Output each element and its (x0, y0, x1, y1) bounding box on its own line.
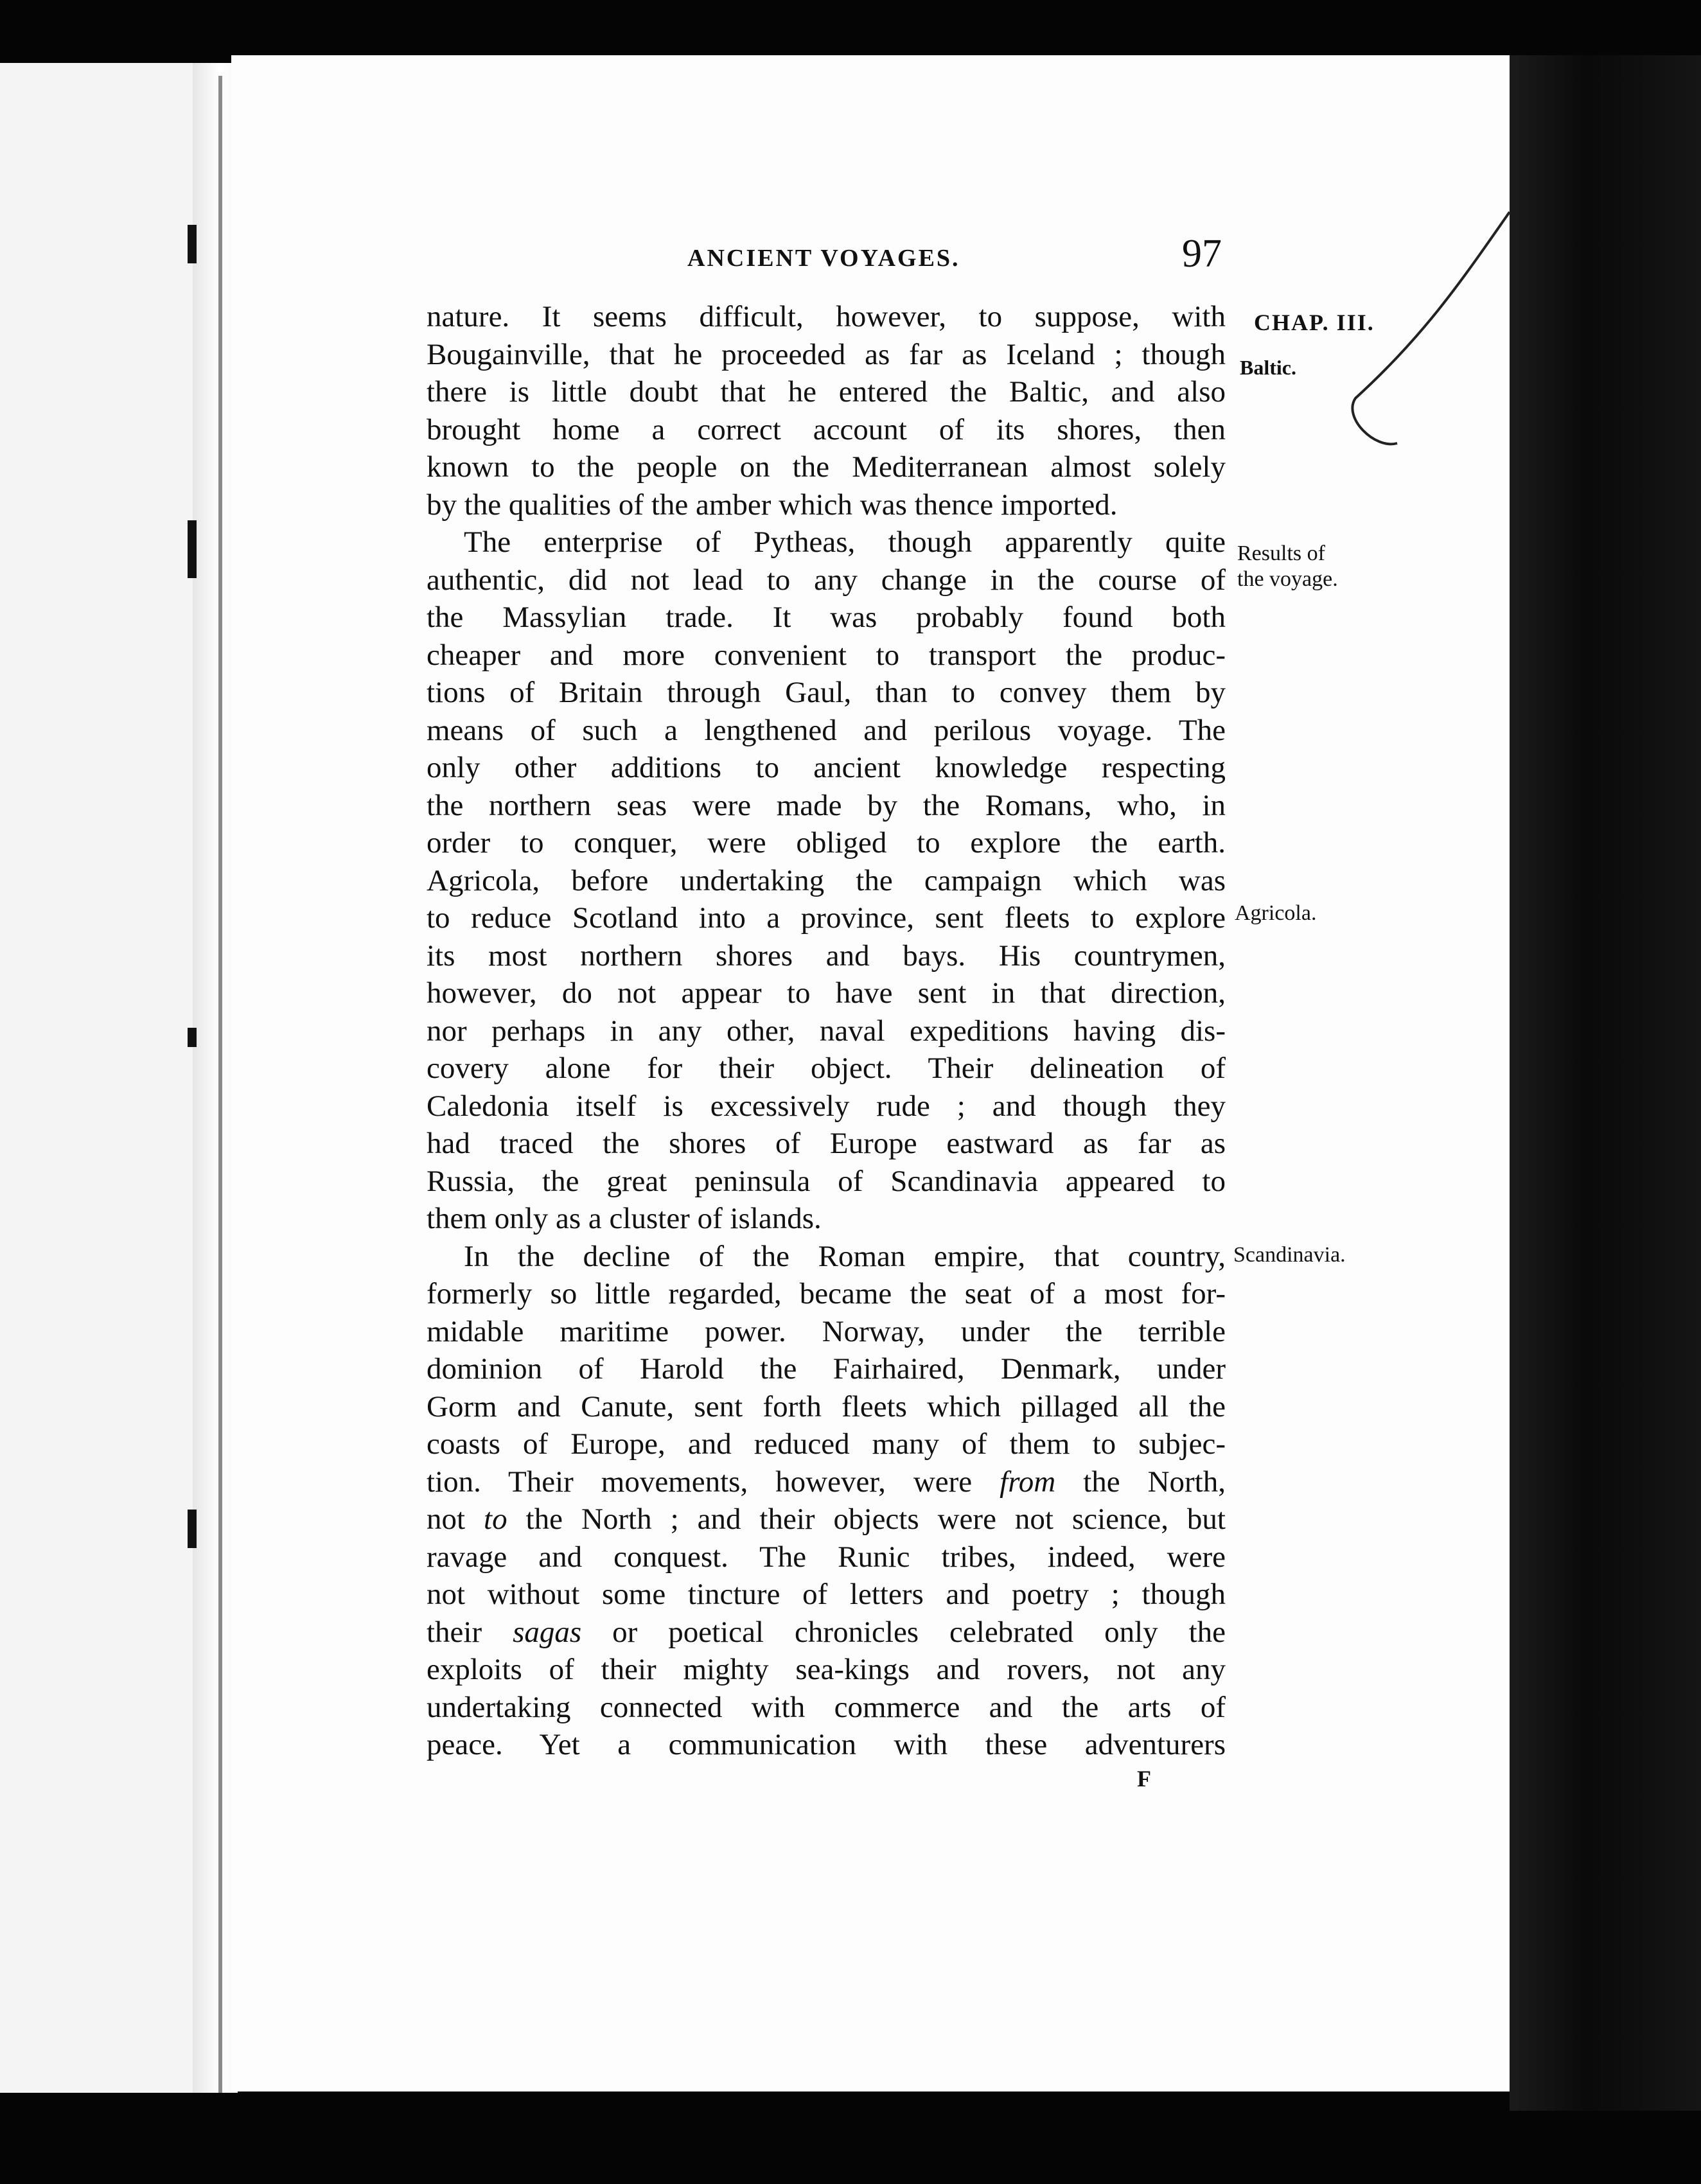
chapter-label: CHAP. III. (1254, 310, 1375, 335)
gutter-fold-line (218, 76, 222, 2093)
margin-note-results (1237, 541, 1366, 592)
text-line: Gorm and Canute, sent forth fleets which pillaged all the (427, 1389, 1226, 1423)
text-line: only other additions to ancient knowledge respecting (427, 751, 1226, 784)
text-line: order to conquer, were obliged to explore the earth. (427, 826, 1226, 859)
margin-note-baltic: Baltic. (1240, 356, 1296, 379)
text-line (427, 1463, 1226, 1501)
text-line: the Massylian trade. It was probably found both (427, 601, 1226, 634)
text-run: not (427, 1502, 466, 1536)
binding-mark (188, 225, 197, 263)
text-line (427, 1501, 1226, 1538)
running-head: ANCIENT VOYAGES. (687, 245, 960, 272)
text-line: had traced the shores of Europe eastward as far as (427, 1127, 1226, 1160)
scan-background-right (1510, 55, 1701, 2111)
text-line: covery alone for their object. Their delineation of (427, 1052, 1226, 1085)
page-number: 97 (1182, 232, 1222, 276)
text-line: known to the people on the Mediterranean almost solely (427, 450, 1226, 484)
text-line: means of such a lengthened and perilous voyage. The (427, 713, 1226, 747)
italic-word: from (1000, 1465, 1056, 1499)
text-line: Caledonia itself is excessively rude ; and though they (427, 1089, 1226, 1123)
text-line: nor perhaps in any other, naval expeditions having dis- (427, 1014, 1226, 1048)
text-line: however, do not appear to have sent in that direction, (427, 976, 1226, 1010)
text-line: exploits of their mighty sea-kings and rovers, not any (427, 1653, 1226, 1686)
text-line: not without some tincture of letters and poetry ; though (427, 1578, 1226, 1611)
text-line: nature. It seems difficult, however, to suppose, with (427, 300, 1226, 333)
paragraph-start-line: In the decline of the Roman empire, that country, (464, 1239, 1226, 1273)
text-line (427, 1614, 1226, 1651)
margin-note-line: Results of (1237, 542, 1325, 565)
text-line: its most northern shores and bays. His countrymen, (427, 938, 1226, 973)
text-run: their (427, 1615, 482, 1649)
text-line: tions of Britain through Gaul, than to convey them by (427, 676, 1226, 709)
pencil-bracket-mark (1336, 206, 1516, 475)
text-run: or poetical chronicles celebrated only the (581, 1615, 1226, 1649)
text-line: to reduce Scotland into a province, sent fleets to explore (427, 901, 1226, 935)
text-line: ravage and conquest. The Runic tribes, indeed, were (427, 1540, 1226, 1574)
margin-note-scandinavia: Scandinavia. (1233, 1243, 1346, 1267)
text-line: authentic, did not lead to any change in the course of (427, 563, 1226, 597)
text-line: Agricola, before undertaking the campaign which was (427, 863, 1226, 897)
text-line: brought home a correct account of its shores, then (427, 412, 1226, 446)
margin-note-line: the voyage. (1237, 567, 1338, 591)
text-line: undertaking connected with commerce and the arts of (427, 1690, 1226, 1724)
text-line: Russia, the great peninsula of Scandinavia appeared to (427, 1164, 1226, 1198)
italic-word: sagas (513, 1615, 582, 1649)
text-line: peace. Yet a communication with these adventurers (427, 1728, 1226, 1761)
margin-note-agricola: Agricola. (1235, 901, 1317, 925)
text-line: by the qualities of the amber which was thence imported. (427, 488, 1118, 522)
text-run: tion. Their movements, however, were (427, 1465, 973, 1499)
body-text (427, 298, 1226, 1764)
text-line: there is little doubt that he entered the Baltic, and also (427, 375, 1226, 409)
text-line: midable maritime power. Norway, under the terrible (427, 1314, 1226, 1348)
text-run: the North ; and their objects were not science, but (507, 1502, 1226, 1536)
text-line: cheaper and more convenient to transport the produc- (427, 638, 1226, 672)
text-line: Bougainville, that he proceeded as far as Iceland ; though (427, 337, 1226, 371)
text-line: dominion of Harold the Fairhaired, Denmark, under (427, 1352, 1226, 1386)
text-line: the northern seas were made by the Romans, who, in (427, 788, 1226, 822)
printer-signature-mark: F (1137, 1766, 1151, 1792)
text-line: coasts of Europe, and reduced many of them to subjec- (427, 1427, 1226, 1461)
binding-mark (188, 1028, 197, 1047)
text-line: formerly so little regarded, became the seat of a most for- (427, 1277, 1226, 1310)
italic-word: to (484, 1502, 507, 1536)
binding-mark (188, 1510, 197, 1548)
paragraph-start-line: The enterprise of Pytheas, though apparently quite (464, 525, 1226, 559)
previous-page-edge (0, 63, 214, 2093)
binding-mark (188, 520, 197, 578)
text-line: them only as a cluster of islands. (427, 1202, 822, 1235)
text-run: the North, (1055, 1465, 1226, 1499)
